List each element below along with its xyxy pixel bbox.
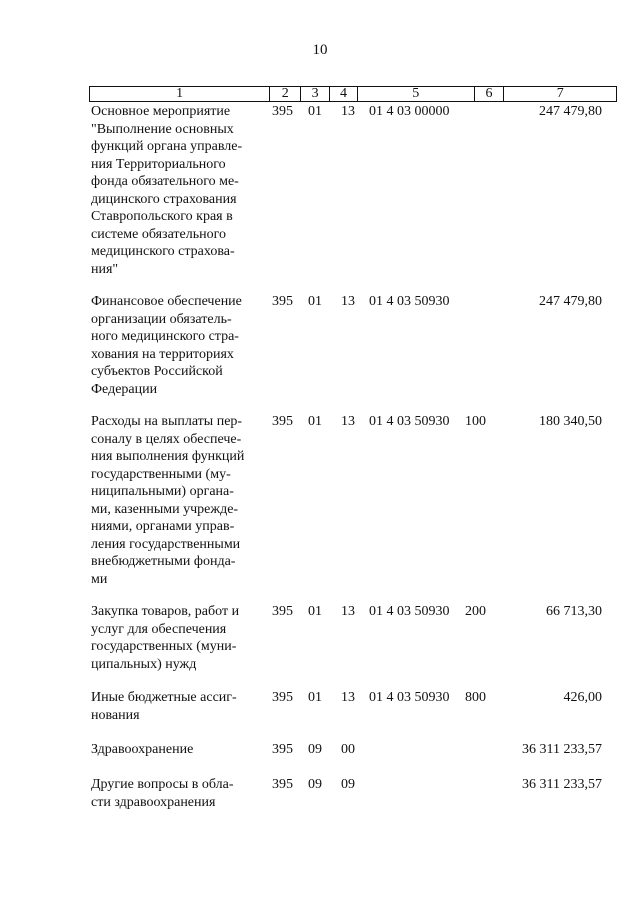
row-name <box>91 741 256 759</box>
ministry-code: 395 <box>272 104 293 119</box>
row-name-line: сти здравоохранения <box>91 794 216 810</box>
row-name-line: Расходы на выплаты пер- <box>91 414 243 429</box>
row-name-line: Иные бюджетные ассиг- <box>91 690 237 705</box>
target-article-code: 01 4 03 50930 <box>369 294 450 309</box>
section-code: 01 <box>308 690 322 705</box>
row-name-line: услуг для обеспечения <box>91 621 227 637</box>
row-name-line: функций органа управле- <box>91 139 243 154</box>
row-name-line: Федерации <box>91 381 158 397</box>
column-number-5: 5 <box>358 87 475 101</box>
ministry-code: 395 <box>272 414 293 429</box>
row-name <box>91 689 256 724</box>
row-name-line: ния" <box>91 261 119 277</box>
row-name-line: ми, казенными учрежде- <box>91 501 239 517</box>
row-name-line: ниями, органами управ- <box>91 519 235 534</box>
row-name-line: нования <box>91 707 140 723</box>
subsection-code: 13 <box>341 414 355 429</box>
row-name-line: Закупка товаров, работ и <box>91 604 240 619</box>
ministry-code: 395 <box>272 604 293 619</box>
ministry-code: 395 <box>272 742 293 757</box>
section-code: 01 <box>308 414 322 429</box>
target-article-code: 01 4 03 00000 <box>369 104 450 119</box>
amount-value: 247 479,80 <box>539 294 602 309</box>
column-number-2: 2 <box>270 87 301 101</box>
amount-value: 36 311 233,57 <box>522 777 602 792</box>
row-name <box>91 293 256 398</box>
row-name-line: медицинского страхова- <box>91 244 235 259</box>
row-name-line: дицинского страхования <box>91 191 237 207</box>
amount-value: 180 340,50 <box>539 414 602 429</box>
table-header-row <box>89 86 617 102</box>
subsection-code: 13 <box>341 690 355 705</box>
row-name-line: фонда обязательного ме- <box>91 174 239 189</box>
target-article-code: 01 4 03 50930 <box>369 414 450 429</box>
subsection-code: 13 <box>341 604 355 619</box>
row-name-line: системе обязательного <box>91 226 227 242</box>
column-number-1: 1 <box>90 87 270 101</box>
expense-type-code: 200 <box>465 604 486 619</box>
section-code: 01 <box>308 604 322 619</box>
column-number-7: 7 <box>556 86 564 101</box>
row-name-line: Финансовое обеспечение <box>91 294 242 309</box>
row-name-line: соналу в целях обеспече- <box>91 431 242 447</box>
row-name-line: внебюджетными фонда- <box>91 554 236 569</box>
row-name <box>91 413 256 588</box>
row-name-line: хования на территориях <box>91 346 234 362</box>
expense-type-code: 800 <box>465 690 486 705</box>
row-name <box>91 103 256 278</box>
row-name-line: ного медицинского стра- <box>91 329 239 344</box>
section-code: 01 <box>308 294 322 309</box>
row-name-line: организации обязатель- <box>91 311 232 327</box>
row-name-line: ми <box>91 571 108 587</box>
row-name-line: ния Территориального <box>91 156 226 172</box>
amount-value: 426,00 <box>563 690 602 705</box>
amount-value: 247 479,80 <box>539 104 602 119</box>
row-name-line: ления государственными <box>91 536 241 552</box>
section-code: 09 <box>308 742 322 757</box>
amount-value: 36 311 233,57 <box>522 742 602 757</box>
target-article-code: 01 4 03 50930 <box>369 604 450 619</box>
row-name-line: Ставропольского края в <box>91 209 233 224</box>
row-name-line: государственными (му- <box>91 466 231 482</box>
section-code: 01 <box>308 104 322 119</box>
row-name <box>91 603 256 673</box>
subsection-code: 09 <box>341 777 355 792</box>
row-name-line: ния выполнения функций <box>91 449 245 464</box>
row-name-line: "Выполнение основных <box>91 121 234 137</box>
row-name-line: Здравоохранение <box>91 742 194 757</box>
subsection-code: 13 <box>341 104 355 119</box>
target-article-code: 01 4 03 50930 <box>369 690 450 705</box>
row-name-line: ципальных) нужд <box>91 656 197 672</box>
page-number: 10 <box>312 42 328 58</box>
column-number-4: 4 <box>330 87 358 101</box>
row-name <box>91 776 256 811</box>
section-code: 09 <box>308 777 322 792</box>
ministry-code: 395 <box>272 777 293 792</box>
expense-type-code: 100 <box>465 414 486 429</box>
column-number-3: 3 <box>301 87 330 101</box>
column-number-6: 6 <box>475 87 505 101</box>
subsection-code: 00 <box>341 742 355 757</box>
row-name-line: Другие вопросы в обла- <box>91 777 234 792</box>
ministry-code: 395 <box>272 690 293 705</box>
row-name-line: Основное мероприятие <box>91 104 231 119</box>
row-name-line: государственных (муни- <box>91 639 237 654</box>
amount-value: 66 713,30 <box>546 604 602 619</box>
row-name-line: субъектов Российской <box>91 364 223 379</box>
row-name-line: ниципальными) органа- <box>91 484 234 499</box>
subsection-code: 13 <box>341 294 355 309</box>
ministry-code: 395 <box>272 294 293 309</box>
